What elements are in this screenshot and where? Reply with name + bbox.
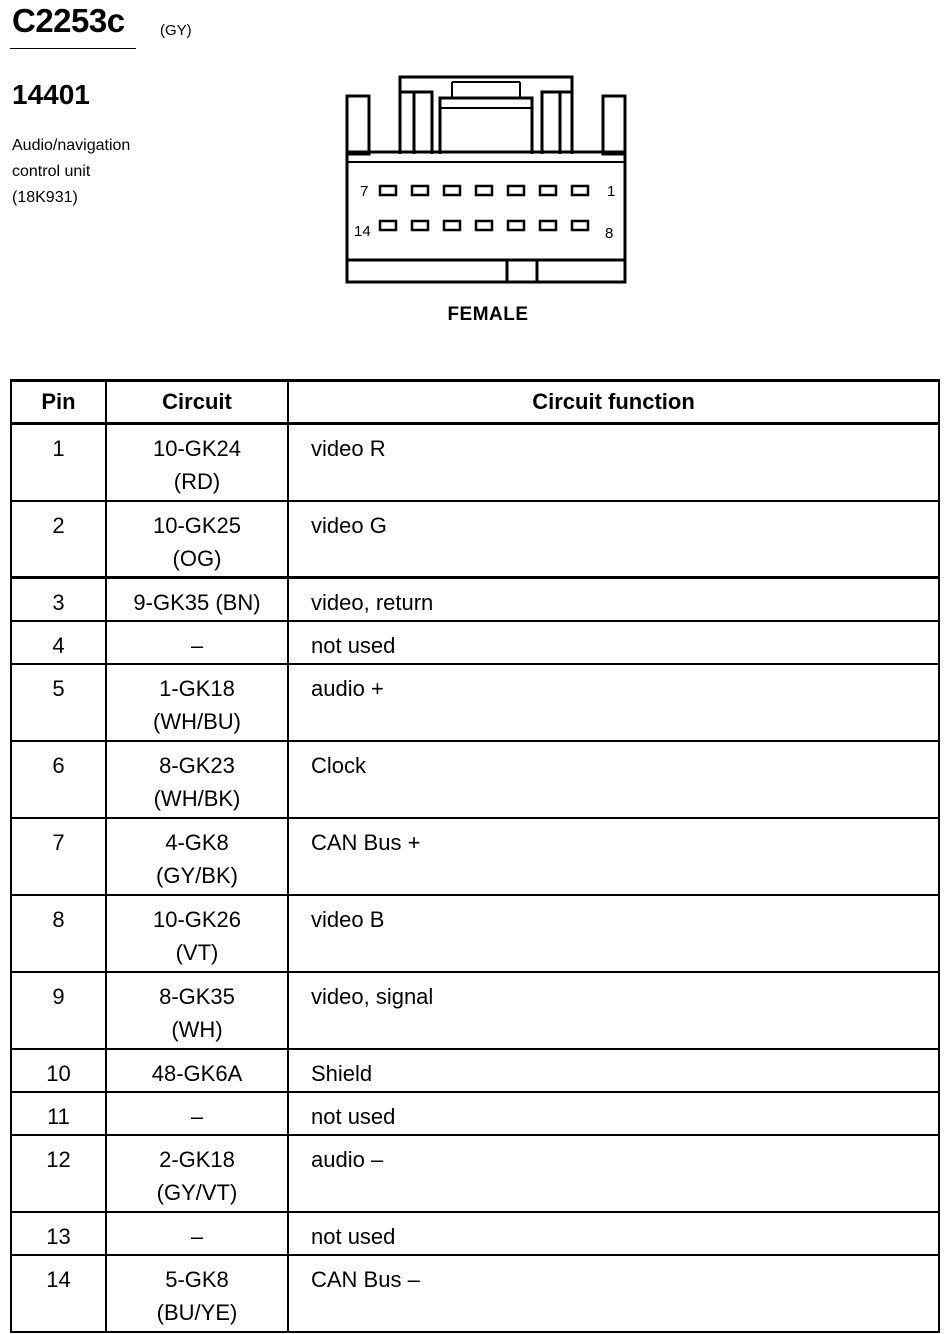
circuit-color: (GY/VT) — [156, 1179, 238, 1205]
connector-body — [347, 152, 625, 282]
pin-cavity-14 — [380, 221, 396, 230]
table-row — [11, 424, 939, 501]
circuit-function: video G — [288, 501, 939, 578]
header-circuit-function: Circuit function — [288, 381, 939, 424]
connector-key-notch — [507, 260, 537, 282]
circuit-function: video, signal — [288, 972, 939, 1049]
connector-post-left — [347, 96, 369, 154]
pin-number: 10 — [11, 1049, 106, 1092]
connector-latch — [400, 77, 572, 154]
pin-cavity-4 — [476, 186, 492, 195]
component-description — [12, 133, 130, 211]
table-row — [11, 578, 939, 621]
pin-label-14: 14 — [354, 223, 371, 240]
circuit — [106, 1092, 288, 1135]
connector-post-right — [603, 96, 625, 154]
connector-face-diagram — [342, 74, 634, 294]
pin-number: 3 — [11, 578, 106, 621]
description-line: (18K931) — [12, 189, 78, 206]
circuit-function: not used — [288, 1212, 939, 1255]
pin-number: 2 — [11, 501, 106, 578]
circuit — [106, 501, 288, 578]
pin-number: 6 — [11, 741, 106, 818]
pin-cavity-1 — [572, 186, 588, 195]
pin-cavity-6 — [412, 186, 428, 195]
circuit — [106, 664, 288, 741]
circuit-code: – — [190, 632, 204, 658]
title-underline — [10, 48, 136, 49]
circuit-function: video R — [288, 424, 939, 501]
circuit-function: CAN Bus + — [288, 818, 939, 895]
description-line: control unit — [12, 163, 91, 180]
connector-color-code: (GY) — [160, 22, 192, 39]
pin-cavity-8 — [572, 221, 588, 230]
table-row — [11, 818, 939, 895]
circuit-code: 10-GK26 — [152, 906, 242, 932]
pin-label-8: 8 — [605, 225, 614, 242]
circuit-color: (OG) — [172, 545, 222, 571]
pin-number: 14 — [11, 1255, 106, 1332]
circuit-code: 2-GK18 — [159, 1146, 235, 1172]
table-row — [11, 1049, 939, 1092]
circuit — [106, 621, 288, 664]
table-row — [11, 1092, 939, 1135]
circuit — [106, 1135, 288, 1212]
circuit-code: 8-GK35 — [159, 983, 235, 1009]
pin-label-1: 1 — [607, 183, 616, 200]
pin-number: 4 — [11, 621, 106, 664]
table-header-row — [11, 381, 939, 424]
circuit-function: CAN Bus – — [288, 1255, 939, 1332]
pin-cavity-9 — [540, 221, 556, 230]
pin-number: 13 — [11, 1212, 106, 1255]
circuit-code: 10-GK24 — [152, 436, 242, 461]
pin-label-7: 7 — [360, 183, 369, 200]
pin-number: 1 — [11, 424, 106, 501]
pin-cavity-10 — [508, 221, 524, 230]
pin-cavity-5 — [444, 186, 460, 195]
circuit-code: – — [190, 1223, 204, 1249]
circuit-function: audio – — [288, 1135, 939, 1212]
connector-gender-label: FEMALE — [447, 304, 529, 325]
circuit-code: 4-GK8 — [165, 829, 229, 855]
circuit-code: 9-GK35 (BN) — [133, 590, 261, 615]
circuit-color: (BU/YE) — [156, 1299, 238, 1325]
circuit — [106, 1255, 288, 1332]
circuit-color: (WH/BK) — [153, 785, 241, 811]
pin-number: 5 — [11, 664, 106, 741]
table-row — [11, 1135, 939, 1212]
pin-cavity-11 — [476, 221, 492, 230]
table-row — [11, 972, 939, 1049]
circuit-code: 48-GK6A — [151, 1060, 243, 1086]
pin-cavity-7 — [380, 186, 396, 195]
circuit-function: Clock — [288, 741, 939, 818]
part-number: 14401 — [12, 79, 90, 110]
circuit-color: (VT) — [175, 939, 219, 965]
table-row — [11, 895, 939, 972]
circuit-color: (RD) — [173, 469, 221, 494]
table-row — [11, 621, 939, 664]
pin-cavity-12 — [444, 221, 460, 230]
pin-number: 12 — [11, 1135, 106, 1212]
table-row — [11, 501, 939, 578]
circuit-color: (WH) — [171, 1016, 223, 1042]
circuit — [106, 895, 288, 972]
circuit-code: 1-GK18 — [159, 675, 235, 701]
circuit-function: not used — [288, 621, 939, 664]
circuit — [106, 818, 288, 895]
pinout-table — [10, 379, 940, 1333]
pin-cavity-2 — [540, 186, 556, 195]
pin-cavity-13 — [412, 221, 428, 230]
circuit-function: video, return — [288, 578, 939, 621]
pin-number: 7 — [11, 818, 106, 895]
circuit-function: not used — [288, 1092, 939, 1135]
header-pin: Pin — [11, 381, 106, 424]
pin-cavity-3 — [508, 186, 524, 195]
header-circuit: Circuit — [106, 381, 288, 424]
circuit-function: video B — [288, 895, 939, 972]
circuit — [106, 424, 288, 501]
table-row — [11, 1255, 939, 1332]
circuit-function: audio + — [288, 664, 939, 741]
circuit-code: – — [190, 1103, 204, 1129]
connector-id: C2253c — [12, 2, 125, 39]
description-line: Audio/navigation — [12, 137, 131, 154]
circuit-code: 5-GK8 — [165, 1266, 229, 1292]
circuit — [106, 972, 288, 1049]
pin-number: 9 — [11, 972, 106, 1049]
circuit-code: 10-GK25 — [152, 512, 242, 538]
table-row — [11, 741, 939, 818]
circuit — [106, 1212, 288, 1255]
circuit-code: 8-GK23 — [159, 752, 235, 778]
table-row — [11, 1212, 939, 1255]
circuit-color: (WH/BU) — [153, 708, 241, 734]
pin-number: 11 — [11, 1092, 106, 1135]
table-row — [11, 664, 939, 741]
circuit — [106, 741, 288, 818]
pin-number: 8 — [11, 895, 106, 972]
circuit-function: Shield — [288, 1049, 939, 1092]
circuit — [106, 578, 288, 621]
circuit — [106, 1049, 288, 1092]
circuit-color: (GY/BK) — [156, 862, 238, 888]
